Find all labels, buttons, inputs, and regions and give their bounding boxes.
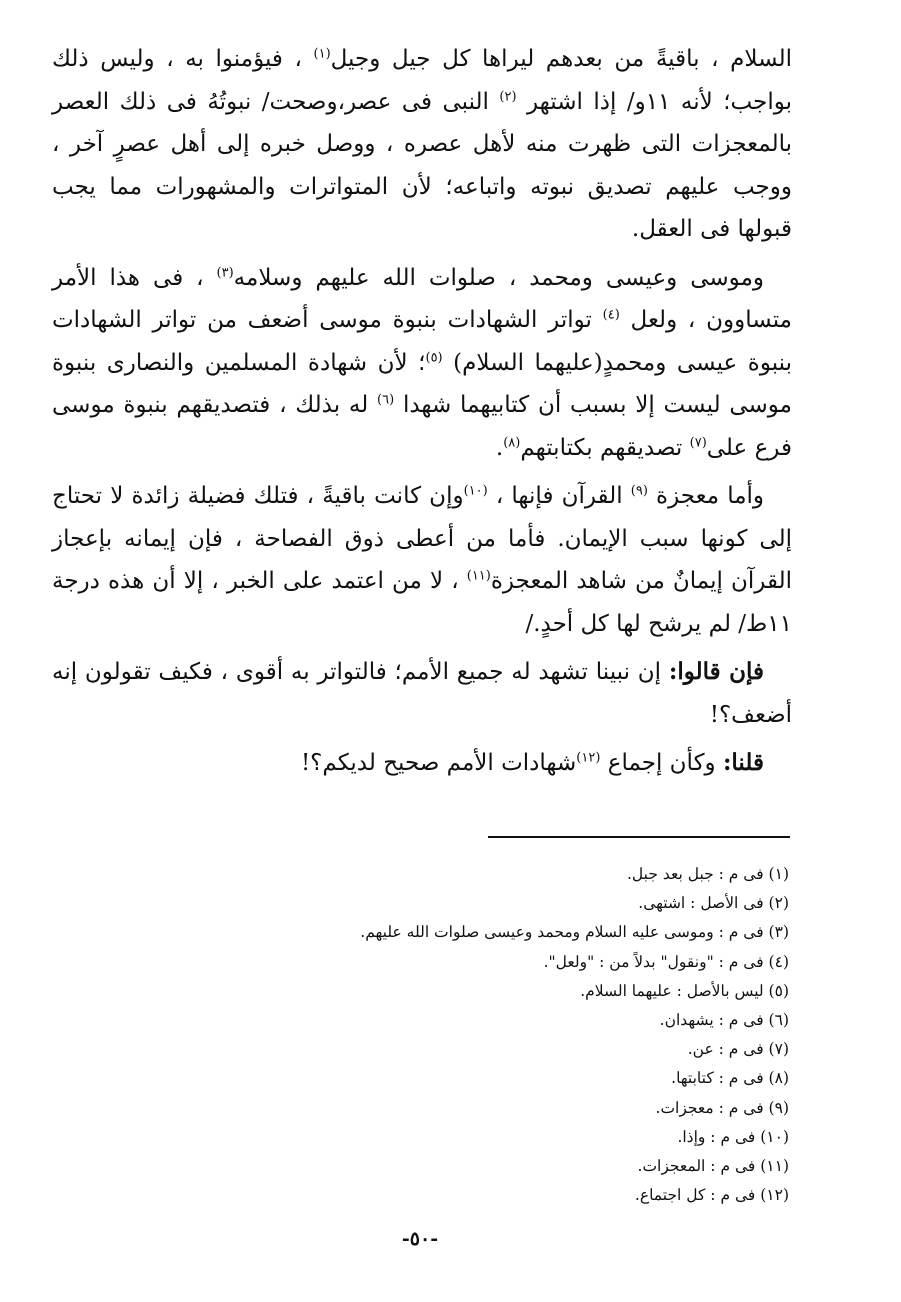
- text: وإن كانت باقيةً ، فتلك فضيلة زائدة لا تحتاج إلى كونها سبب الإيمان. فأما من أعطى ذوق الفصاحة ، فإن إيمانه بإعجاز القرآن إيمانٌ من شاهد المعجزة: [52, 483, 792, 594]
- page-number: -٥٠-: [401, 1228, 439, 1250]
- text: ، فى هذا الأمر متساوون ، ولعل: [52, 264, 792, 333]
- footnote-5: (٥) ليس بالأصل : عليهما السلام.: [580, 981, 789, 1000]
- footnote-ref-9[interactable]: (٩): [630, 483, 648, 499]
- paragraph-4: [52, 651, 792, 736]
- text: شهادات الأمم صحيح لديكم؟!: [300, 750, 577, 776]
- footnote-8: (٨) فى م : كتابتها.: [671, 1069, 789, 1088]
- paragraph-3: [52, 475, 792, 645]
- text: .: [495, 434, 504, 461]
- paragraph-1: [52, 38, 792, 251]
- text: ، فيؤمنوا به ، وليس ذلك بواجب؛ لأنه ١١و/ إذا اشتهر: [52, 46, 792, 115]
- text: القرآن فإنها ،: [487, 483, 631, 509]
- text: وأما معجزة: [647, 483, 765, 509]
- footnote-ref-8[interactable]: (٨): [503, 434, 521, 450]
- text: تواتر الشهادات بنبوة موسى أضعف من تواتر الشهادات بنبوة عيسى ومحمدٍ(عليهما السلام): [52, 307, 792, 376]
- footnote-1: (١) فى م : جبل بعد جبل.: [627, 865, 789, 883]
- footnote-ref-4[interactable]: (٤): [602, 307, 620, 323]
- footnote-ref-12[interactable]: (١٢): [576, 750, 601, 766]
- footnote-ref-2[interactable]: (٢): [499, 88, 517, 104]
- footnote-11: (١١) فى م : المعجزات.: [637, 1157, 789, 1176]
- footnotes-list: [229, 860, 789, 1210]
- reply-lead: قلنا:: [722, 749, 764, 776]
- text: ؛ لأن شهادة المسلمين والنصارى بنبوة موسى ليست إلا بسبب أن كتابيهما شهدا: [52, 349, 792, 418]
- text: السلام ، باقيةً من بعدهم ليراها كل جيل وجيل: [330, 46, 792, 72]
- text: إن نبينا تشهد له جميع الأمم؛ فالتواتر به أقوى ، فكيف تقولون إنه أضعف؟!: [52, 659, 792, 728]
- footnote-4: (٤) فى م : "ونقول" بدلاً من : "ولعل".: [543, 952, 789, 971]
- main-text: [52, 38, 792, 785]
- paragraph-5: [52, 742, 792, 785]
- objection-lead: فإن قالوا:: [668, 658, 764, 685]
- footnote-ref-7[interactable]: (٧): [689, 434, 707, 450]
- footnote-ref-10[interactable]: (١٠): [463, 483, 488, 499]
- footnote-12: (١٢) فى م : كل اجتماع.: [634, 1186, 789, 1205]
- text: وكأن إجماع: [600, 750, 723, 776]
- footnote-7: (٧) فى م : عن.: [687, 1040, 789, 1059]
- footnote-2: (٢) فى الأصل : اشتهى.: [638, 894, 789, 913]
- text: له بذلك ، فتصديقهم بنبوة موسى فرع على: [52, 392, 792, 461]
- text: وموسى وعيسى ومحمد ، صلوات الله عليهم وسلامه: [233, 264, 764, 291]
- footnote-10: (١٠) فى م : وإذا.: [677, 1127, 789, 1146]
- footnote-6: (٦) فى م : يشهدان.: [659, 1011, 789, 1030]
- footnote-ref-6[interactable]: (٦): [377, 392, 395, 408]
- paragraph-2: [52, 257, 792, 470]
- footnote-ref-5[interactable]: (٥): [425, 349, 443, 365]
- text: ، لا من اعتمد على الخبر ، إلا أن هذه درجة ١١ط/ لم يرشح لها كل أحدٍ./: [52, 568, 792, 637]
- footnote-ref-3[interactable]: (٣): [216, 264, 234, 280]
- footnote-3: (٣) فى م : وموسى عليه السلام ومحمد وعيسى صلوات الله عليهم.: [360, 923, 789, 942]
- footnote-ref-1[interactable]: (١): [313, 46, 331, 62]
- footnote-divider: [488, 836, 790, 838]
- footnote-9: (٩) فى م : معجزات.: [655, 1098, 789, 1117]
- text: النبى فى عصر،وصحت/ نبوتُهُ فى ذلك العصر بالمعجزات التى ظهرت منه لأهل عصره ، ووصل خبره إلى أهل عصرٍ آخر ، ووجب عليهم تصديق نبوته واتباعه؛ لأن المتواترات والمشهورات مما يجب قبولها فى العقل.: [52, 88, 792, 242]
- footnote-ref-11[interactable]: (١١): [466, 568, 491, 584]
- text: تصديقهم بكتابتهم: [520, 434, 690, 461]
